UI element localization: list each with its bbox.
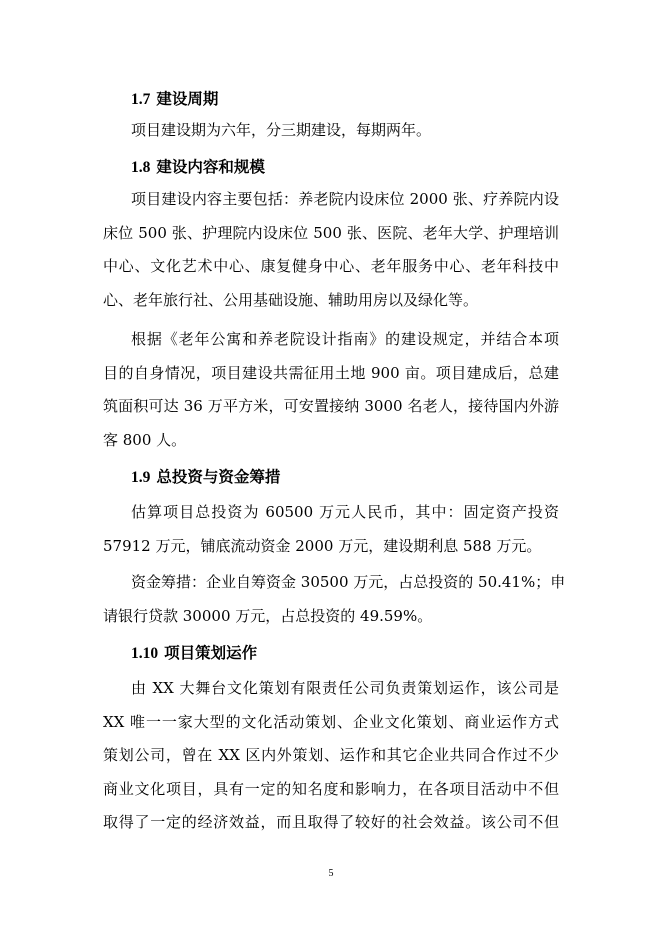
paragraph-project-planning xyxy=(103,672,559,840)
section-title: 建设周期 xyxy=(156,90,219,108)
paragraph-construction-scale xyxy=(103,323,559,457)
paragraph-construction-period xyxy=(103,114,559,148)
paragraph-line: 由 XX 大舞台文化策划有限责任公司负责策划运作，该公司是 xyxy=(131,679,559,697)
paragraph-fund-raising xyxy=(103,566,566,633)
paragraph-line: 估算项目总投资为 60500 万元人民币，其中：固定资产投资 xyxy=(131,503,559,521)
section-title: 项目策划运作 xyxy=(164,644,258,662)
paragraph-line: 57912 万元，铺底流动资金 2000 万元，建设期利息 588 万元。 xyxy=(103,536,542,555)
paragraph-line: 根据《老年公寓和养老院设计指南》的建设规定，并结合本项 xyxy=(131,330,559,348)
section-number: 1.10 xyxy=(131,645,159,662)
paragraph-line: 床位 500 张、护理院内设床位 500 张、医院、老年大学、护理培训 xyxy=(103,223,559,242)
paragraph-line: 项目建设期为六年，分三期建设，每期两年。 xyxy=(131,121,432,139)
paragraph-line: 筑面积可达 36 万平方米，可安置接纳 3000 名老人，接待国内外游 xyxy=(103,397,559,415)
section-title: 建设内容和规模 xyxy=(156,158,265,176)
paragraph-line: 商业文化项目，具有一定的知名度和影响力，在各项目活动中不但 xyxy=(103,779,559,798)
section-number: 1.9 xyxy=(131,469,151,486)
paragraph-line: 资金筹措：企业自筹资金 30500 万元，占总投资的 50.41%；申 xyxy=(131,573,566,591)
paragraph-line: 项目建设内容主要包括：养老院内设床位 2000 张、疗养院内设 xyxy=(131,190,559,208)
page-number: 5 xyxy=(328,868,334,879)
section-heading-1-10 xyxy=(131,642,257,665)
section-heading-1-7 xyxy=(131,88,218,111)
paragraph-line: 请银行贷款 30000 万元，占总投资的 49.59%。 xyxy=(103,606,433,625)
section-heading-1-8 xyxy=(131,156,265,179)
section-number: 1.8 xyxy=(131,159,151,176)
section-number: 1.7 xyxy=(131,91,151,108)
paragraph-line: 取得了一定的经济效益，而且取得了较好的社会效益。该公司不但 xyxy=(103,813,559,831)
section-heading-1-9 xyxy=(131,466,280,489)
section-title: 总投资与资金筹措 xyxy=(156,468,281,486)
paragraph-construction-content xyxy=(103,183,559,317)
paragraph-line: XX 唯一一家大型的文化活动策划、企业文化策划、商业运作方式 xyxy=(103,712,559,731)
paragraph-total-investment xyxy=(103,496,559,563)
paragraph-line: 目的自身情况，项目建设共需征用土地 900 亩。项目建成后，总建 xyxy=(103,363,559,382)
paragraph-line: 中心、文化艺术中心、康复健身中心、老年服务中心、老年科技中 xyxy=(103,257,559,275)
paragraph-line: 客 800 人。 xyxy=(103,430,187,449)
paragraph-line: 心、老年旅行社、公用基础设施、辅助用房以及绿化等。 xyxy=(103,290,479,309)
paragraph-line: 策划公司，曾在 XX 区内外策划、运作和其它企业共同合作过不少 xyxy=(103,746,559,764)
